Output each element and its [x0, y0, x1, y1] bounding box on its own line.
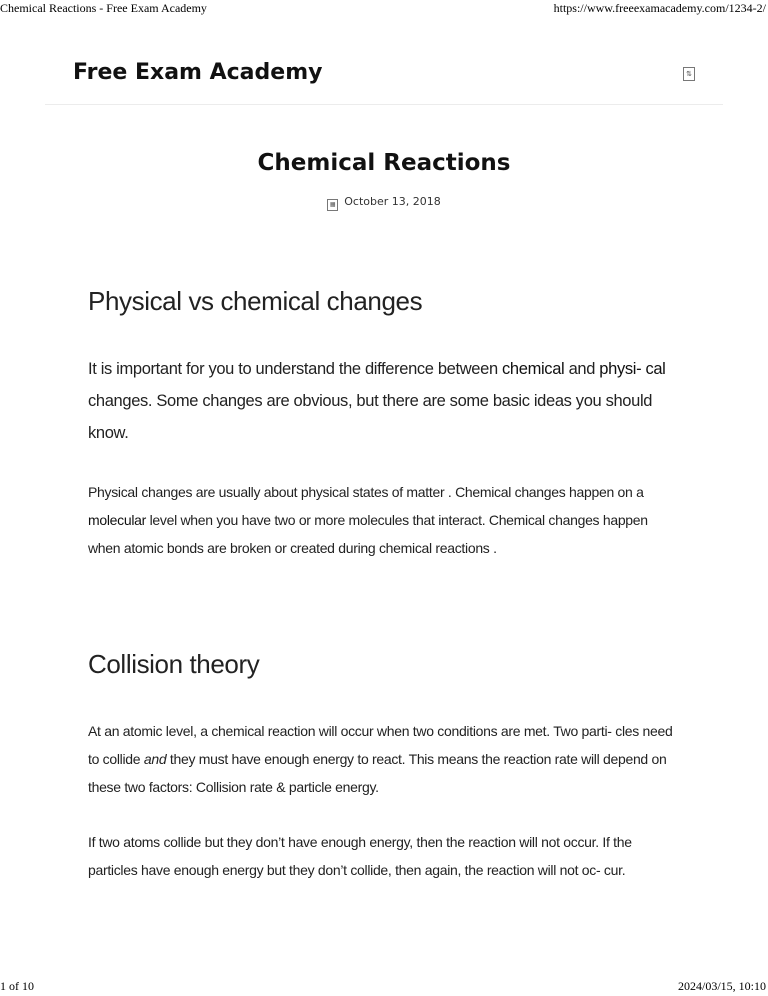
collision-paragraph-2: If two atoms collide but they don’t have enough energy, then the reaction will not occur. If the particles have enough energy but they don’t collide, then again, the reaction will not oc- cur. [88, 834, 632, 878]
print-page-title: Chemical Reactions - Free Exam Academy [0, 1, 207, 15]
print-footer [0, 978, 768, 996]
physical-changes-paragraph: Physical changes are usually about physical states of matter . Chemical changes happen on a molecular level when you have two or more molecules that interact. Chemical changes happen when atomic bonds are broken or created during chemical reactions . [88, 484, 648, 556]
chemical-link[interactable]: chemical [502, 360, 565, 378]
print-page-count: 1 of 10 [0, 979, 34, 993]
site-header [45, 48, 723, 105]
section-heading-collision-theory: Collision theory [88, 649, 260, 679]
print-url: https://www.freeexamacademy.com/1234-2/ [553, 1, 766, 15]
post-meta [0, 195, 768, 211]
section-heading-physical-vs-chemical: Physical vs chemical changes [88, 286, 423, 316]
post-title: Chemical Reactions [257, 150, 511, 176]
molecular-link[interactable]: molecular [88, 512, 146, 528]
print-datetime: 2024/03/15, 10:10 [677, 979, 766, 993]
physical-link[interactable]: physi- cal [599, 360, 666, 378]
menu-icon[interactable]: ⇅ [683, 67, 695, 81]
intro-paragraph: It is important for you to understand the difference between chemical and physi- cal changes. Some changes are obvious, but there are some basic ideas you should know. [88, 360, 666, 442]
calendar-icon: ▦ [327, 199, 338, 211]
post-date: October 13, 2018 [344, 195, 441, 208]
site-title-link[interactable]: Free Exam Academy [73, 60, 323, 85]
print-header [0, 0, 768, 18]
collision-paragraph-1: At an atomic level, a chemical reaction will occur when two conditions are met. Two parti- cles need to collide and they must have enough energy to react. This means the reaction rate will depend on these two factors: Collision rate & particle energy. [88, 723, 673, 795]
